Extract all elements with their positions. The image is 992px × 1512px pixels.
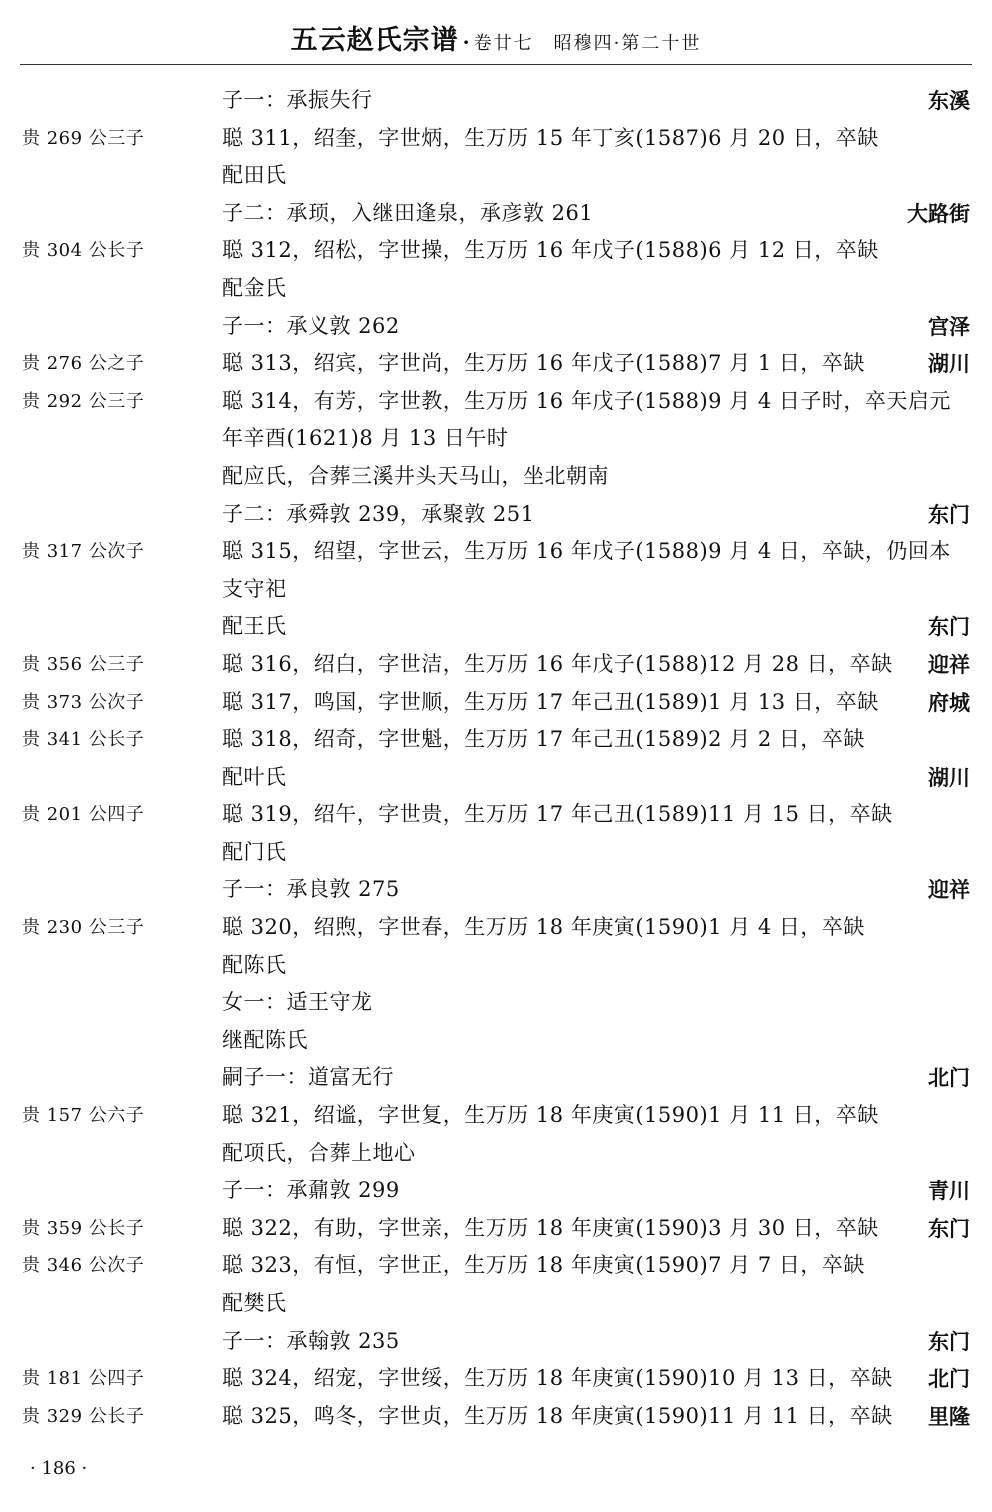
entry-relation: 贵 304 公长子 xyxy=(22,240,145,262)
entry-text: 聪 325，鸣冬，字世贞，生万历 18 年庚寅(1590)11 月 11 日，卒缺 xyxy=(222,1403,893,1428)
page-header xyxy=(0,18,992,57)
entry-text: 聪 315，绍望，字世云，生万历 16 年戊子(1588)9 月 4 日，卒缺，仍回本 xyxy=(222,539,951,564)
entry-place: 北门 xyxy=(928,1065,970,1091)
entry-relation: 贵 359 公长子 xyxy=(22,1217,145,1239)
entry-relation: 贵 181 公四子 xyxy=(22,1368,145,1390)
entry-place: 东门 xyxy=(928,1215,970,1241)
book-title: 五云赵氏宗谱 xyxy=(290,25,459,56)
title-separator: · xyxy=(462,30,470,54)
entry-place: 迎祥 xyxy=(928,651,970,677)
entry-text: 聪 322，有助，字世亲，生万历 18 年庚寅(1590)3 月 30 日，卒缺 xyxy=(222,1215,879,1240)
entry-row xyxy=(0,533,992,571)
entry-text: 支守祀 xyxy=(222,576,287,601)
entry-place: 里隆 xyxy=(928,1403,970,1429)
entry-relation: 贵 269 公三子 xyxy=(22,127,145,149)
entry-row xyxy=(0,270,992,308)
entry-text: 子一：承翰敦 235 xyxy=(222,1328,400,1353)
genealogy-entries xyxy=(0,82,992,1435)
entry-row xyxy=(0,1135,992,1173)
entry-row xyxy=(0,345,992,383)
entry-text: 配门氏 xyxy=(222,839,287,864)
entry-text: 聪 318，绍奇，字世魁，生万历 17 年己丑(1589)2 月 2 日，卒缺 xyxy=(222,727,865,752)
entry-place: 府城 xyxy=(928,689,970,715)
entry-relation: 贵 276 公之子 xyxy=(22,353,145,375)
entry-text: 聪 319，绍午，字世贵，生万历 17 年己丑(1589)11 月 15 日，卒缺 xyxy=(222,802,893,827)
entry-place: 东门 xyxy=(928,614,970,640)
entry-relation: 贵 341 公长子 xyxy=(22,729,145,751)
entry-text: 子一：承良敦 275 xyxy=(222,877,400,902)
entry-relation: 贵 230 公三子 xyxy=(22,917,145,939)
entry-text: 配田氏 xyxy=(222,163,287,188)
entry-text: 子一：承振失行 xyxy=(222,88,373,112)
entry-relation: 贵 346 公次子 xyxy=(22,1255,145,1277)
entry-text: 聪 316，绍白，字世洁，生万历 16 年戊子(1588)12 月 28 日，卒缺 xyxy=(222,651,893,676)
entry-text: 聪 321，绍谧，字世复，生万历 18 年庚寅(1590)1 月 11 日，卒缺 xyxy=(222,1103,879,1128)
entry-row xyxy=(0,759,992,797)
entry-row xyxy=(0,82,992,120)
entry-row xyxy=(0,608,992,646)
entry-relation: 贵 317 公次子 xyxy=(22,541,145,563)
entry-text: 年辛酉(1621)8 月 13 日午时 xyxy=(222,426,509,451)
entry-relation: 贵 157 公六子 xyxy=(22,1105,145,1127)
entry-row xyxy=(0,120,992,158)
entry-text: 配应氏，合葬三溪井头天马山，坐北朝南 xyxy=(222,463,609,488)
entry-row xyxy=(0,1247,992,1285)
entry-text: 女一：适王守龙 xyxy=(222,990,373,1015)
entry-text: 配叶氏 xyxy=(222,764,287,789)
entry-relation: 贵 201 公四子 xyxy=(22,804,145,826)
entry-row xyxy=(0,420,992,458)
entry-text: 聪 312，绍松，字世操，生万历 16 年戊子(1588)6 月 12 日，卒缺 xyxy=(222,238,879,263)
entry-relation: 贵 292 公三子 xyxy=(22,390,145,412)
entry-text: 嗣子一：道富无行 xyxy=(222,1065,394,1090)
entry-row xyxy=(0,195,992,233)
entry-relation: 贵 356 公三子 xyxy=(22,653,145,675)
entry-row xyxy=(0,496,992,534)
entry-place: 湖川 xyxy=(928,351,970,377)
entry-row xyxy=(0,796,992,834)
entry-text: 聪 313，绍宾，字世尚，生万历 16 年戊子(1588)7 月 1 日，卒缺 xyxy=(222,351,865,376)
entry-row xyxy=(0,721,992,759)
page-number: · 186 · xyxy=(30,1458,88,1479)
entry-text: 配王氏 xyxy=(222,614,287,639)
entry-place: 宫泽 xyxy=(928,313,970,339)
entry-place: 迎祥 xyxy=(928,877,970,903)
entry-place: 东溪 xyxy=(928,88,970,113)
entry-row xyxy=(0,308,992,346)
entry-row xyxy=(0,1172,992,1210)
entry-row xyxy=(0,1022,992,1060)
entry-row xyxy=(0,947,992,985)
entry-place: 东门 xyxy=(928,1328,970,1354)
entry-row xyxy=(0,1210,992,1248)
header-rule xyxy=(20,64,972,65)
entry-row xyxy=(0,1323,992,1361)
entry-text: 聪 324，绍宠，字世绥，生万历 18 年庚寅(1590)10 月 13 日，卒缺 xyxy=(222,1366,893,1391)
entry-row xyxy=(0,684,992,722)
entry-row xyxy=(0,1360,992,1398)
entry-row xyxy=(0,1398,992,1436)
entry-row xyxy=(0,1097,992,1135)
entry-row xyxy=(0,383,992,421)
entry-text: 配陈氏 xyxy=(222,952,287,977)
entry-row xyxy=(0,646,992,684)
entry-place: 大路街 xyxy=(907,200,970,226)
chapter-subtitle: 卷廿七 昭穆四·第二十世 xyxy=(473,33,702,54)
entry-text: 配金氏 xyxy=(222,275,287,300)
entry-row xyxy=(0,909,992,947)
entry-row xyxy=(0,984,992,1022)
entry-place: 湖川 xyxy=(928,764,970,790)
entry-relation: 贵 373 公次子 xyxy=(22,691,145,713)
entry-text: 聪 314，有芳，字世教，生万历 16 年戊子(1588)9 月 4 日子时，卒天启元 xyxy=(222,388,951,413)
entry-row xyxy=(0,834,992,872)
entry-text: 子二：承顼，入继田逢泉，承彦敦 261 xyxy=(222,200,594,225)
entry-place: 北门 xyxy=(928,1366,970,1392)
entry-text: 子二：承舜敦 239，承聚敦 251 xyxy=(222,501,535,526)
entry-place: 东门 xyxy=(928,501,970,527)
entry-text: 继配陈氏 xyxy=(222,1027,308,1052)
entry-row xyxy=(0,1285,992,1323)
entry-text: 配樊氏 xyxy=(222,1291,287,1315)
entry-row xyxy=(0,458,992,496)
entry-text: 聪 320，绍煦，字世春，生万历 18 年庚寅(1590)1 月 4 日，卒缺 xyxy=(222,915,865,940)
entry-text: 配项氏，合葬上地心 xyxy=(222,1140,416,1165)
entry-text: 聪 311，绍奎，字世炳，生万历 15 年丁亥(1587)6 月 20 日，卒缺 xyxy=(222,125,879,150)
entry-row xyxy=(0,871,992,909)
entry-row xyxy=(0,157,992,195)
entry-row xyxy=(0,1059,992,1097)
entry-relation: 贵 329 公长子 xyxy=(22,1405,145,1427)
entry-row xyxy=(0,571,992,609)
entry-row xyxy=(0,232,992,270)
entry-text: 聪 323，有恒，字世正，生万历 18 年庚寅(1590)7 月 7 日，卒缺 xyxy=(222,1253,865,1278)
entry-place: 青川 xyxy=(928,1178,970,1204)
entry-text: 子一：承鼐敦 299 xyxy=(222,1178,400,1203)
entry-text: 子一：承义敦 262 xyxy=(222,313,400,338)
entry-text: 聪 317，鸣国，字世顺，生万历 17 年己丑(1589)1 月 13 日，卒缺 xyxy=(222,689,879,714)
